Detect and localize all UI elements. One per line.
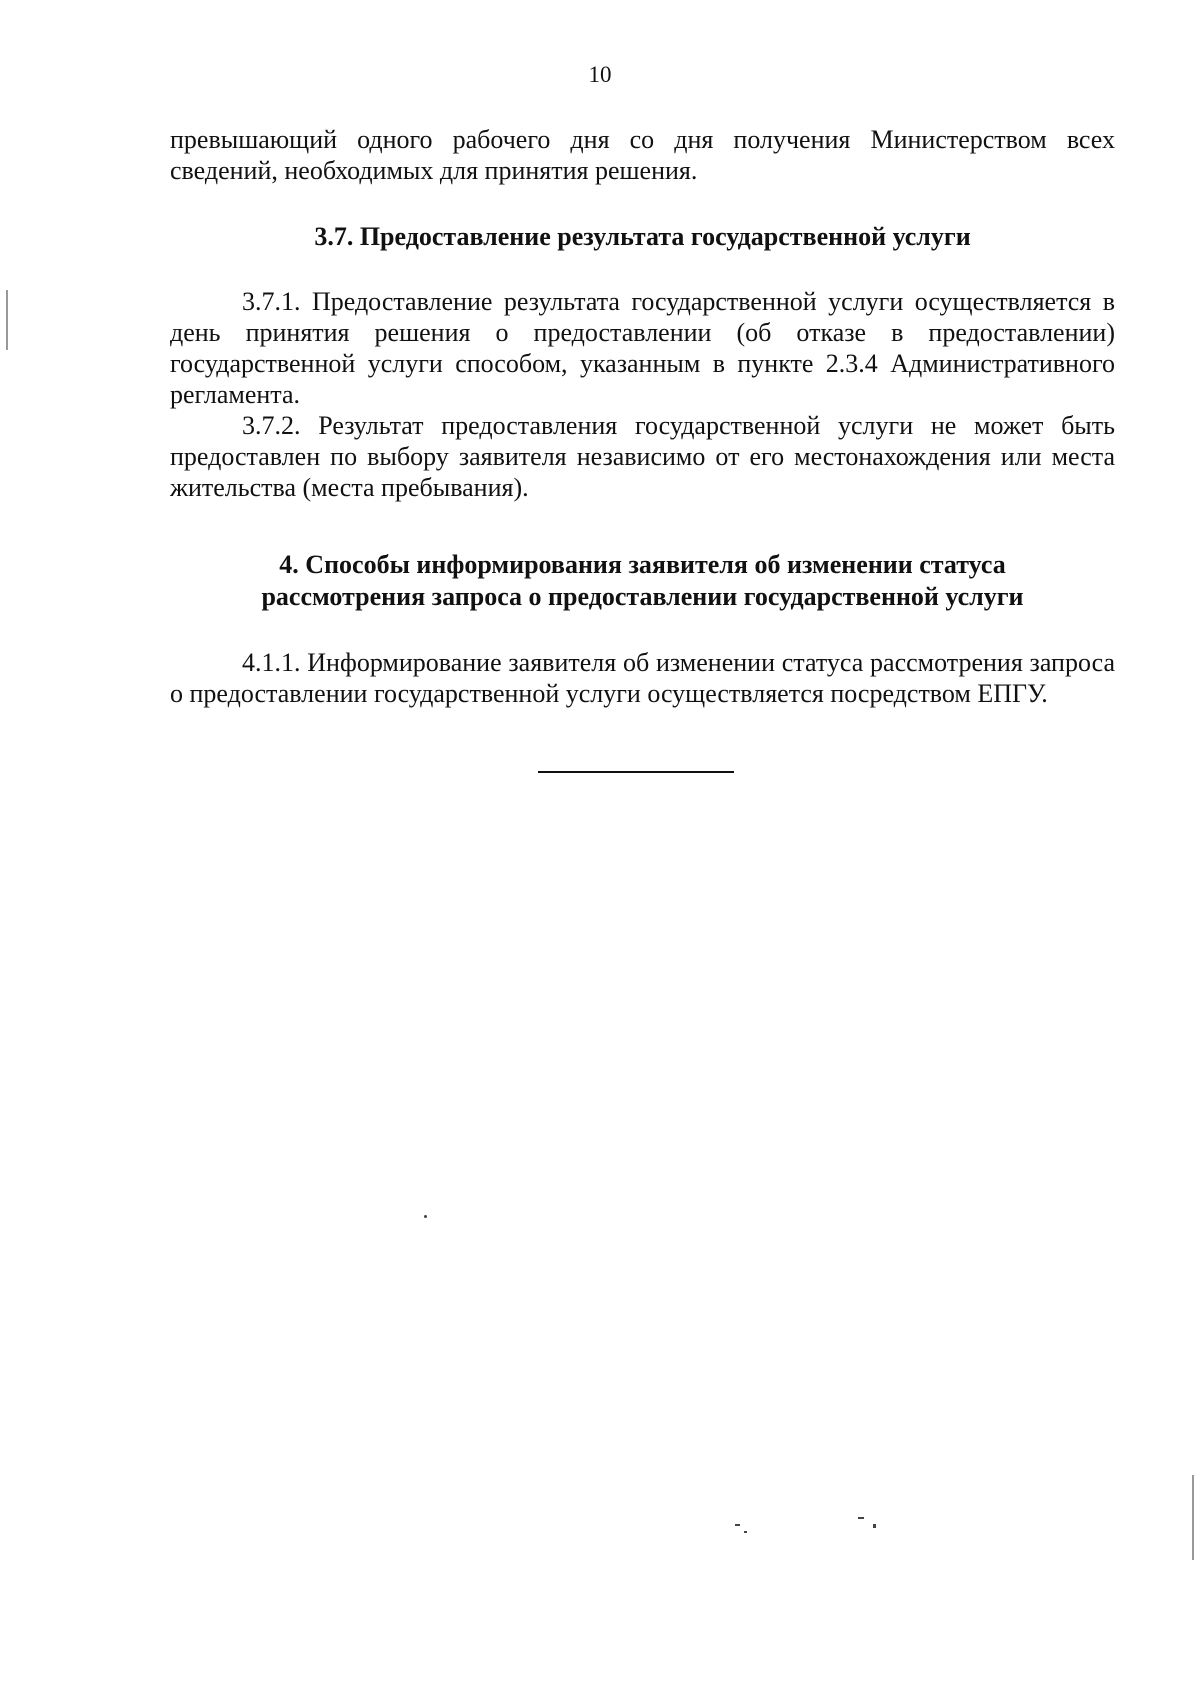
paragraph-4-1-1: 4.1.1. Информирование заявителя об изменении статуса рассмотрения запроса о предоставлении государственной услуги осуществляется посредством ЕПГУ. [170, 648, 1115, 708]
scan-edge-mark [6, 290, 8, 350]
scan-speck [424, 1215, 427, 1218]
paragraph-3-7-1: 3.7.1. Предоставление результата государственной услуги осуществляется в день принятия решения о предоставлении (об отказе в предоставлении) государственной услуги способом, указанным в пункте 2.3.4 Административного регламента. [170, 287, 1115, 409]
scan-speck [858, 1517, 864, 1519]
section-4-body [170, 647, 1115, 709]
scan-speck [873, 1524, 876, 1528]
section-4-heading-line-1: 4. Способы информирования заявителя об изменении статуса [279, 550, 1006, 579]
scan-speck [744, 1531, 747, 1533]
paragraph-3-7-2: 3.7.2. Результат предоставления государственной услуги не может быть предоставлен по выбору заявителя независимо от его местонахождения или места жительства (места пребывания). [170, 411, 1115, 502]
section-3-7-heading: 3.7. Предоставление результата государственной услуги [314, 222, 971, 251]
section-4-heading-line-2: рассмотрения запроса о предоставлении государственной услуги [261, 582, 1024, 611]
scan-speck [735, 1524, 740, 1526]
continuation-paragraph [170, 124, 1115, 186]
section-4-heading [170, 549, 1115, 613]
page-number: 10 [588, 62, 612, 87]
end-divider-line [538, 771, 734, 773]
section-3-7-body [170, 286, 1115, 503]
scan-edge-mark [1192, 1520, 1194, 1560]
continuation-text: превышающий одного рабочего дня со дня получения Министерством всех сведений, необходимых для принятия решения. [170, 125, 1115, 185]
